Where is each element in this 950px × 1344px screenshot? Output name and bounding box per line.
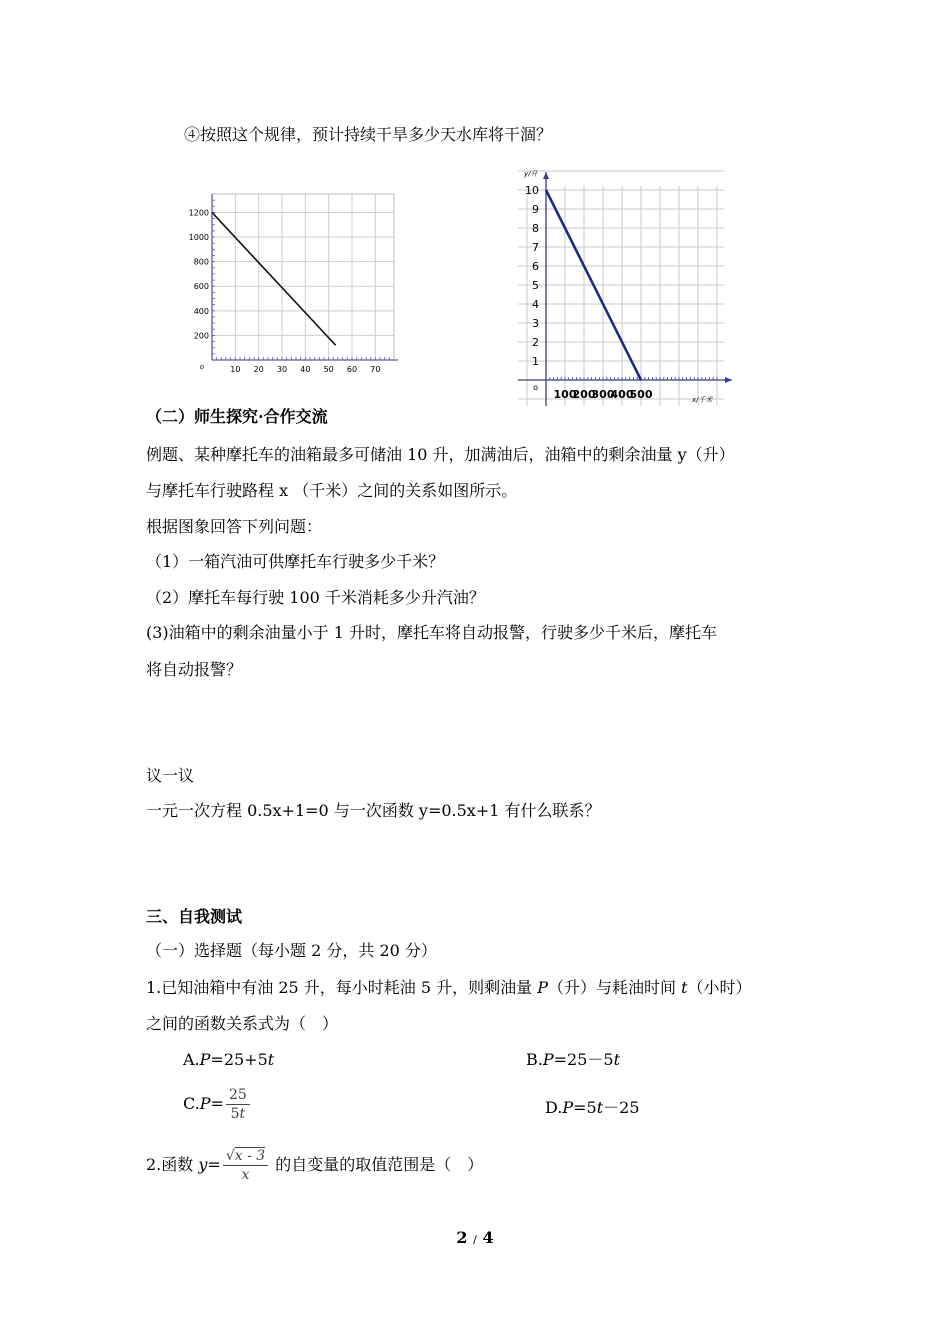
problem-2-numerator bbox=[223, 1147, 268, 1166]
option-d[interactable] bbox=[545, 1097, 640, 1119]
y-tick-label: 1200 bbox=[188, 208, 209, 218]
y-tick-label: 9 bbox=[532, 203, 539, 216]
y-axis-label: y/升 bbox=[524, 170, 538, 178]
sub-question-3-line-1: (3)油箱中的剩余油量小于 1 升时，摩托车将自动报警，行驶多少千米后，摩托车 bbox=[146, 623, 718, 642]
y-tick-label: 5 bbox=[532, 279, 539, 292]
x-tick-label: 30 bbox=[276, 365, 288, 374]
problem-2-radicand: x - 3 bbox=[234, 1148, 266, 1164]
problem-2-y: y bbox=[198, 1155, 208, 1174]
option-b-mid: =25－5 bbox=[553, 1050, 614, 1069]
origin-label: o bbox=[199, 363, 204, 371]
problem-2-eq: = bbox=[207, 1155, 221, 1174]
x-axis-arrow bbox=[725, 377, 732, 383]
page-current: 2 bbox=[456, 1228, 468, 1247]
y-tick-label: 200 bbox=[193, 331, 209, 341]
option-c-den-t: t bbox=[239, 1106, 246, 1122]
y-tick-label: 10 bbox=[525, 184, 539, 197]
series-line-reservoir bbox=[212, 212, 336, 345]
option-d-t: t bbox=[596, 1098, 604, 1117]
var-p: P bbox=[537, 978, 549, 997]
y-tick-label: 2 bbox=[532, 336, 539, 349]
option-d-end: －25 bbox=[603, 1098, 640, 1117]
discuss-title: 议一议 bbox=[146, 766, 195, 785]
x-tick-label: 20 bbox=[253, 365, 264, 374]
chart-reservoir bbox=[186, 188, 398, 378]
page-total: 4 bbox=[482, 1228, 494, 1247]
option-c[interactable] bbox=[183, 1086, 252, 1123]
y-tick-label: 4 bbox=[532, 298, 539, 311]
y-tick-label: 6 bbox=[532, 260, 539, 273]
problem-1-line-1 bbox=[146, 977, 752, 999]
option-c-den-coef: 5 bbox=[230, 1106, 240, 1122]
problem-1-line-2: 之间的函数关系式为（ ） bbox=[146, 1014, 339, 1033]
y-tick-label: 1000 bbox=[188, 233, 209, 243]
example-line-1: 例题、某种摩托车的油箱最多可储油 10 升，加满油后，油箱中的剩余油量 y（升） bbox=[146, 445, 735, 464]
y-tick-label: 400 bbox=[193, 306, 209, 316]
sub-question-1: （1）一箱汽油可供摩托车行驶多少千米？ bbox=[146, 552, 445, 571]
x-tick-label: 100 bbox=[553, 388, 577, 401]
option-a-prefix: A. bbox=[183, 1050, 200, 1069]
section-3-title: 三、自我测试 bbox=[146, 907, 243, 926]
y-tick-label: 600 bbox=[193, 282, 209, 292]
option-a-mid: =25+5 bbox=[210, 1050, 268, 1069]
section-2-title: （二）师生探究·合作交流 bbox=[146, 407, 328, 426]
x-tick-label: 60 bbox=[346, 365, 358, 374]
problem-1-text-a: 1.已知油箱中有油 25 升，每小时耗油 5 升，则剩油量 bbox=[146, 978, 538, 997]
problem-2 bbox=[146, 1146, 483, 1184]
question-4: ④按照这个规律，预计持续干旱多少天水库将干涸？ bbox=[184, 125, 553, 144]
y-axis-arrow bbox=[543, 172, 549, 179]
origin-label: o bbox=[533, 383, 538, 392]
option-b-prefix: B. bbox=[526, 1050, 543, 1069]
x-tick-label: 70 bbox=[370, 365, 381, 374]
prompt: 根据图象回答下列问题： bbox=[146, 517, 323, 536]
option-c-numerator: 25 bbox=[226, 1086, 250, 1105]
y-tick-label: 1 bbox=[532, 355, 539, 368]
problem-2-text-b: 的自变量的取值范围是（ ） bbox=[270, 1155, 484, 1174]
section-3-subtitle: （一）选择题（每小题 2 分，共 20 分） bbox=[146, 941, 437, 960]
y-tick-label: 7 bbox=[532, 241, 539, 254]
option-d-mid: =5 bbox=[573, 1098, 597, 1117]
var-t: t bbox=[681, 978, 688, 997]
option-c-eq: = bbox=[210, 1094, 224, 1113]
page-number bbox=[0, 1228, 950, 1247]
x-axis-label: x/千米 bbox=[692, 396, 713, 404]
x-tick-label: 300 bbox=[591, 388, 615, 401]
y-tick-label: 800 bbox=[193, 257, 209, 267]
sub-question-3-line-2: 将自动报警？ bbox=[146, 660, 243, 679]
option-a[interactable] bbox=[183, 1049, 274, 1071]
sub-question-2: （2）摩托车每行驶 100 千米消耗多少升汽油？ bbox=[146, 588, 485, 607]
y-tick-label: 3 bbox=[532, 317, 539, 330]
problem-1-text-b: （升）与耗油时间 bbox=[548, 978, 682, 997]
example-line-2: 与摩托车行驶路程 x （千米）之间的关系如图所示。 bbox=[146, 481, 518, 500]
option-b[interactable] bbox=[526, 1049, 620, 1071]
option-a-p: P bbox=[199, 1050, 211, 1069]
sqrt-symbol: √ bbox=[225, 1148, 235, 1164]
option-c-p: P bbox=[199, 1094, 211, 1113]
problem-2-fraction bbox=[223, 1147, 268, 1184]
y-tick-label: 8 bbox=[532, 222, 539, 235]
x-tick-label: 10 bbox=[230, 365, 241, 374]
x-tick-label: 500 bbox=[629, 388, 653, 401]
problem-2-text-a: 2.函数 bbox=[146, 1155, 199, 1174]
page-separator: / bbox=[473, 1233, 477, 1246]
option-c-prefix: C. bbox=[183, 1094, 200, 1113]
x-tick-label: 40 bbox=[300, 365, 311, 374]
option-a-t: t bbox=[267, 1050, 275, 1069]
option-d-p: P bbox=[562, 1098, 574, 1117]
x-tick-label: 400 bbox=[610, 388, 634, 401]
chart-fuel bbox=[500, 162, 740, 410]
option-c-fraction bbox=[226, 1086, 250, 1123]
option-c-denominator bbox=[226, 1105, 250, 1123]
option-d-prefix: D. bbox=[545, 1098, 563, 1117]
x-tick-label: 200 bbox=[572, 388, 596, 401]
problem-2-denominator: x bbox=[241, 1167, 250, 1183]
problem-1-text-c: （小时） bbox=[687, 978, 752, 997]
option-b-t: t bbox=[613, 1050, 620, 1069]
option-b-p: P bbox=[542, 1050, 554, 1069]
x-tick-label: 50 bbox=[323, 365, 334, 374]
discuss-text: 一元一次方程 0.5x+1=0 与一次函数 y=0.5x+1 有什么联系？ bbox=[146, 801, 601, 820]
